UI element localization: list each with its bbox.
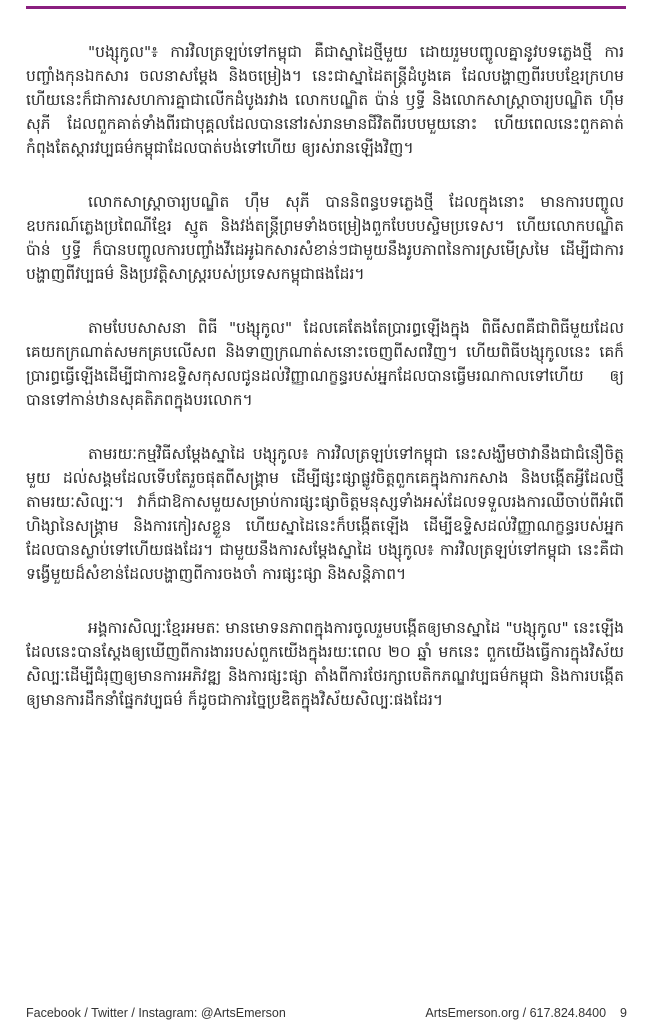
paragraph-5: អង្គការសិល្បៈខ្មែរអមតៈ មានមោទនភាពក្នុងការចូលរួមបង្កើតឲ្យមានស្នាដៃ "បង្សុកូល" នេះឡើង ដែលនេះបានស្ដែងឲ្យឃើញពីការងាររបស់ពួកយើងក្នុងរយៈពេល ២០ ឆ្នាំ មកនេះ ពួកយើងធ្វើការក្នុងវិស័យសិល្បៈដើម្បីជំរុញឲ្យមានការអភិវឌ្ឍ និងការផ្សះផ្សា តាំងពីការថែរក្សាបេតិកភណ្ឌវប្បធម៌កម្ពុជា និងការបង្កើតឲ្យមានការដឹកនាំផ្នែកវប្បធម៌ ក៏ដូចជាការច្នៃប្រឌិតក្នុងវិស័យសិល្បៈផងដែរ។ (26, 619, 624, 709)
page-number: 9 (620, 1006, 627, 1020)
footer-contact (425, 1006, 627, 1020)
paragraph-4: តាមរយៈកម្មវិធីសម្ដែងស្នាដៃ បង្សុកូល៖ ការវិលត្រឡប់ទៅកម្ពុជា នេះសង្ឃឹមថាវានឹងជាជំនឿចិត្តមួយ ដល់សង្គមដែលទើបតែរួចផុតពីសង្គ្រាម ដើម្បីផ្សះផ្សាផ្លូវចិត្តពួកគេក្នុងការកសាង និងបង្កើតអ្វីដែលថ្មីតាមរយៈសិល្បៈ។ វាក៏ជាឱកាសមួយសម្រាប់ការផ្សះផ្សាចិត្តមនុស្សទាំងអស់ដែលទទួលរងការឈឺចាប់ពីអំពើហិង្សានៃសង្គ្រាម និងការកៀរសខ្លួន ហើយស្នាដៃនេះក៏បង្កើតឡើង ដើម្បីឧទ្ទិសដល់វិញ្ញាណក្ខន្ធរបស់អ្នកដែលបានស្លាប់ទៅហើយផងដែរ។ ជាមួយនឹងការសម្ដែងស្នាដៃ បង្សុកូល៖ ការវិលត្រឡប់ទៅកម្ពុជា នេះគឺជាទង្វើមួយដ៏សំខាន់ដែលបង្ហាញពីការចងចាំ ការផ្សះផ្សា និងសន្តិភាព។ (26, 445, 624, 583)
footer-website-phone: ArtsEmerson.org / 617.824.8400 (425, 1006, 607, 1020)
top-accent-rule (26, 6, 626, 9)
body-text (26, 40, 624, 742)
footer-social-handles: Facebook / Twitter / Instagram: @ArtsEmerson (26, 1006, 286, 1020)
paragraph-2: លោកសាស្ត្រាចារ្យបណ្ឌិត ហ៊ឹម សុភី បាននិពន្ធបទភ្លេងថ្មី ដែលក្នុងនោះ មានការបញ្ចូលឧបករណ៍ភ្លេងប្រពៃណីខ្មែរ ស្មូត និងវង់តន្ត្រីព្រមទាំងចម្រៀងពួកបែបបស្ចិមប្រទេស។ ហើយលោកបណ្ឌិត ប៉ាន់ ឫទ្ធី ក៏បានបញ្ចូលការបញ្ចាំងវីដេអូឯកសារសំខាន់ៗជាមួយនឹងរូបភាពនៃការស្រមើស្រមៃ ដើម្បីជាការបង្ហាញពីវប្បធម៌ និងប្រវត្តិសាស្ត្ររបស់ប្រទេសកម្ពុជាផងដែរ។ (26, 193, 624, 283)
paragraph-1: "បង្សុកូល"៖ ការវិលត្រឡប់ទៅកម្ពុជា គឺជាស្នាដៃថ្មីមួយ ដោយរួមបញ្ចូលគ្នានូវបទភ្លេងថ្មី ការបញ្ចាំងកុនឯកសារ ចលនាសម្ដែង និងចម្រៀង។ នេះជាស្នាដៃតន្ត្រីដំបូងគេ ដែលបង្ហាញពីរបបខ្មែរក្រហម ហើយនេះក៏ជាការសហការគ្នាជាលើកដំបូងរវាង លោកបណ្ឌិត ប៉ាន់ ឫទ្ធី និងលោកសាស្ត្រាចារ្យបណ្ឌិត ហ៊ឹម សុភី ដែលពួកគាត់ទាំងពីរជាបុគ្គលដែលបាននៅរស់រានមានជីវិតពីរបបមួយនោះ ហើយពេលនេះពួកគាត់កំពុងតែស្ដារវប្បធម៌កម្ពុជាដែលបាត់បង់ទៅហើយ ឲ្យរស់រានឡើងវិញ។ (26, 43, 624, 157)
paragraph-3: តាមបែបសាសនា ពិធី "បង្សុកូល" ដែលគេតែងតែប្រារព្ធឡើងក្នុង ពិធីសពគឺជាពិធីមួយដែលគេយកក្រណាត់សមកគ្របលើសព និងទាញក្រណាត់សនោះចេញពីសពវិញ។ ហើយពិធីបង្សុកូលនេះ គេក៏ប្រារព្ធធ្វើឡើងដើម្បីជាការឧទ្ទិសកុសលជូនដល់វិញ្ញាណក្ខន្ធរបស់អ្នកដែលបានធ្វើមរណកាលទៅហើយ ឲ្យបានទៅកាន់ឋានសុគតិភពក្នុងបរលោក។ (26, 319, 624, 409)
